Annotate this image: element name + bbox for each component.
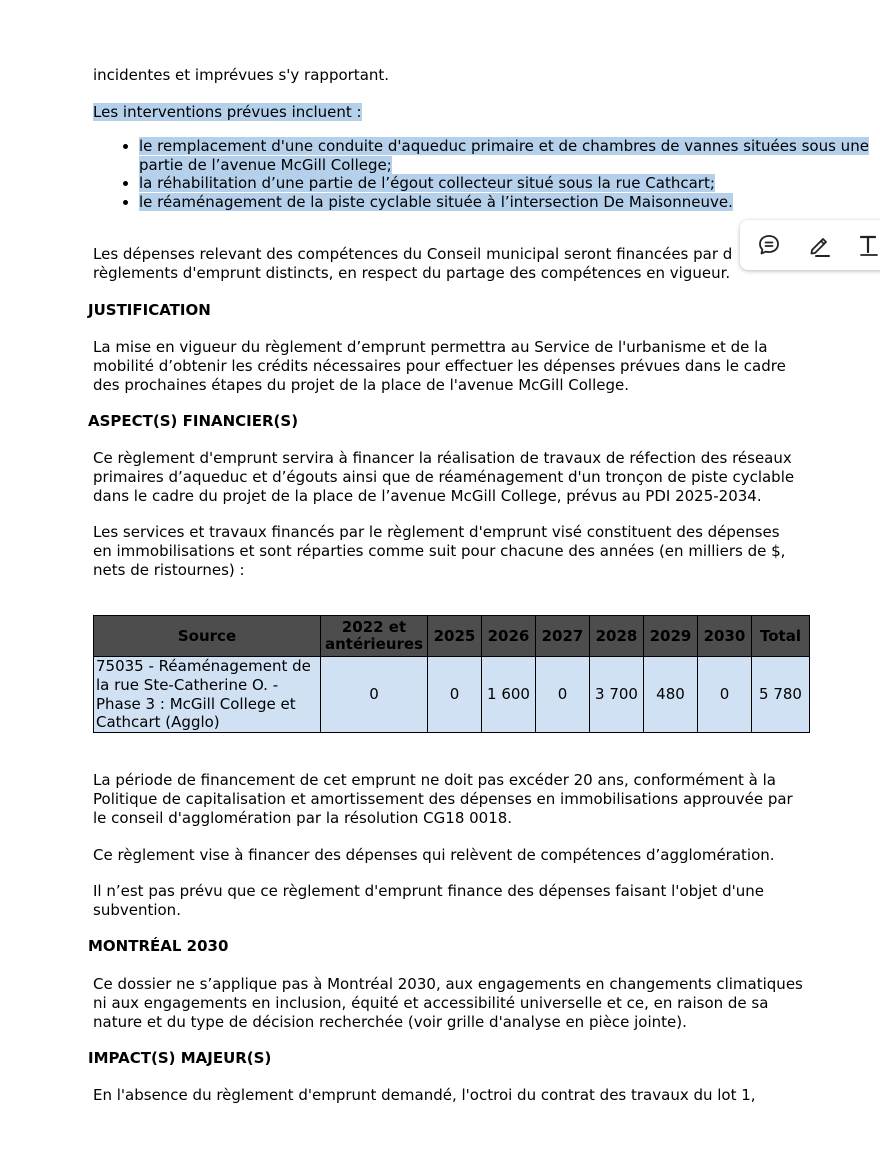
- text-icon[interactable]: [856, 232, 880, 258]
- paragraph-line: mobilité d’obtenir les crédits nécessaires pour effectuer les dépenses prévues dans le cadre: [93, 357, 786, 375]
- table-cell: 0: [536, 657, 590, 733]
- paragraph-line: Politique de capitalisation et amortissement des dépenses en immobilisations approuvée par: [93, 790, 793, 808]
- paragraph-line: subvention.: [93, 901, 181, 919]
- paragraph-line: Les services et travaux financés par le règlement d'emprunt visé constituent des dépenses: [93, 523, 780, 541]
- list-item: [139, 193, 880, 212]
- paragraph-line: nets de ristournes) :: [93, 561, 245, 579]
- paragraph-line: Les dépenses relevant des compétences du Conseil municipal seront financées par d: [93, 245, 733, 263]
- paragraph-line: en immobilisations et sont réparties comme suit pour chacune des années (en milliers de $,: [93, 542, 786, 560]
- paragraph-line: La mise en vigueur du règlement d’emprunt permettra au Service de l'urbanisme et de la: [93, 338, 768, 356]
- table-cell-source: 75035 - Réaménagement de la rue Ste-Catherine O. - Phase 3 : McGill College et Cathcart (Agglo): [94, 657, 321, 733]
- paragraph-line: Ce règlement vise à financer des dépenses qui relèvent de compétences d’agglomération.: [93, 846, 775, 864]
- interventions-intro: [93, 103, 823, 122]
- column-header-year: 2026: [482, 616, 536, 657]
- paragraph-line: nature et du type de décision recherchée (voir grille d'analyse en pièce jointe).: [93, 1013, 687, 1031]
- paragraph-line: Il n’est pas prévu que ce règlement d'emprunt finance des dépenses faisant l'objet d'une: [93, 882, 765, 900]
- paragraph-line: Ce règlement d'emprunt servira à financer la réalisation de travaux de réfection des réseaux: [93, 449, 792, 467]
- column-header-prior: 2022 et antérieures: [321, 616, 428, 657]
- paragraph-line: règlements d'emprunt distincts, en respect du partage des compétences en vigueur.: [93, 264, 731, 282]
- paragraph-line: ni aux engagements en inclusion, équité et accessibilité universelle et ce, en raison de sa: [93, 994, 769, 1012]
- table-row: [94, 657, 810, 733]
- table-cell: 1 600: [482, 657, 536, 733]
- column-header-year: 2030: [698, 616, 752, 657]
- table-header-row: [94, 616, 810, 657]
- paragraph-line: La période de financement de cet emprunt ne doit pas excéder 20 ans, conformément à la: [93, 771, 776, 789]
- selection-toolbar: [740, 220, 880, 270]
- paragraph-line: des prochaines étapes du projet de la place de l'avenue McGill College.: [93, 376, 630, 394]
- list-item: [139, 137, 880, 174]
- list-item-text: le remplacement d'une conduite d'aqueduc primaire et de chambres de vannes situées sous une partie de l’avenue McGill College;: [139, 137, 869, 174]
- paragraph-line: primaires d’aqueduc et d’égouts ainsi que de réaménagement d'un tronçon de piste cyclable: [93, 468, 795, 486]
- section-heading-financial: ASPECT(S) FINANCIER(S): [88, 412, 299, 430]
- section-heading-justification: JUSTIFICATION: [88, 301, 211, 319]
- selected-text[interactable]: la réhabilitation d’une partie de l’égout collecteur situé sous la rue Cathcart;: [139, 174, 715, 193]
- highlight-pen-icon[interactable]: [806, 232, 832, 258]
- table-cell: 3 700: [590, 657, 644, 733]
- column-header-year: 2029: [644, 616, 698, 657]
- selected-text[interactable]: le réaménagement de la piste cyclable située à l’intersection De Maisonneuve.: [139, 192, 733, 211]
- paragraph-line: Ce dossier ne s’applique pas à Montréal 2030, aux engagements en changements climatiques: [93, 975, 803, 993]
- table-cell-total: 5 780: [752, 657, 810, 733]
- section-heading-montreal-2030: MONTRÉAL 2030: [88, 937, 229, 955]
- interventions-list: [116, 137, 880, 211]
- list-item: [139, 174, 880, 193]
- comment-icon[interactable]: [756, 232, 782, 258]
- selected-text[interactable]: Les interventions prévues incluent :: [93, 103, 362, 121]
- column-header-year: 2025: [428, 616, 482, 657]
- paragraph-line: incidentes et imprévues s'y rapportant.: [93, 66, 390, 84]
- table-cell: 0: [698, 657, 752, 733]
- table-cell: 0: [321, 657, 428, 733]
- paragraph-line: le conseil d'agglomération par la résolution CG18 0018.: [93, 809, 513, 827]
- selected-text[interactable]: [139, 137, 869, 174]
- table-cell: 0: [428, 657, 482, 733]
- column-header-total: Total: [752, 616, 810, 657]
- paragraph-line: En l'absence du règlement d'emprunt demandé, l'octroi du contrat des travaux du lot 1,: [93, 1086, 756, 1104]
- column-header-source: Source: [94, 616, 321, 657]
- paragraph-line: dans le cadre du projet de la place de l’avenue McGill College, prévus au PDI 2025-2034.: [93, 487, 762, 505]
- financing-table: [93, 615, 810, 733]
- column-header-year: 2028: [590, 616, 644, 657]
- section-heading-impacts: IMPACT(S) MAJEUR(S): [88, 1049, 272, 1067]
- table-cell: 480: [644, 657, 698, 733]
- column-header-year: 2027: [536, 616, 590, 657]
